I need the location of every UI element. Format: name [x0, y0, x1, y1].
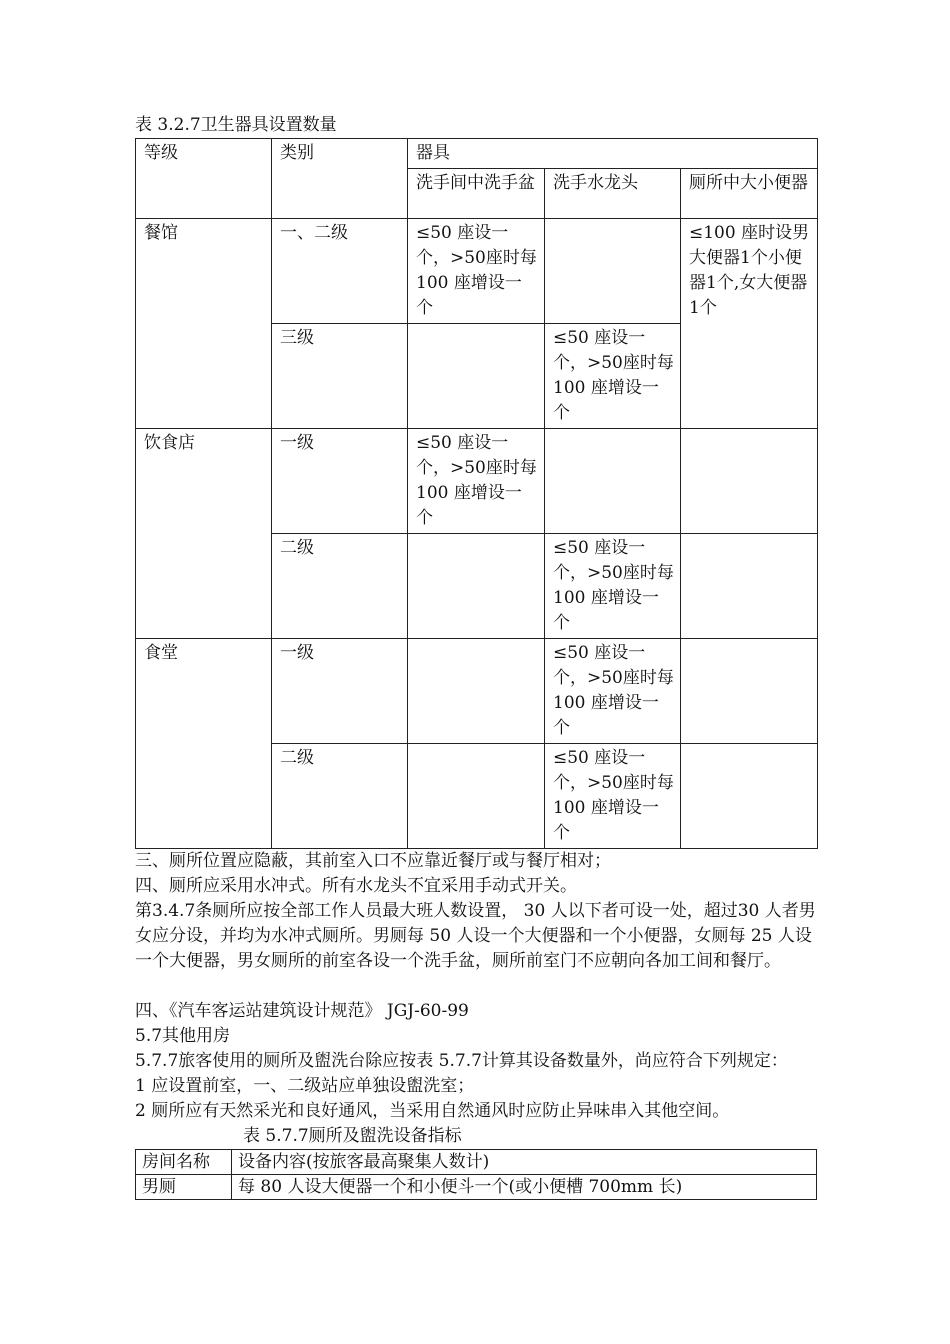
table-cell: ≤50 座设一个，>50座时每 100 座增设一个 [408, 429, 545, 534]
table-cell: 一、二级 [272, 219, 408, 324]
grade-canteen: 食堂 [136, 639, 272, 849]
table-cell: 一级 [272, 639, 408, 744]
toilet-indicator-table [135, 1149, 817, 1200]
table-cell: 三级 [272, 324, 408, 429]
table-cell: 男厕 [136, 1175, 232, 1200]
table2-caption: 表 5.7.7厕所及盥洗设备指标 [243, 1126, 462, 1146]
grade-restaurant: 餐馆 [136, 219, 272, 429]
paragraph: 5.7.7旅客使用的厕所及盥洗台除应按表 5.7.7计算其设备数量外，尚应符合下列规定： [135, 1051, 788, 1071]
paragraph: 5.7其他用房 [135, 1026, 231, 1046]
table-cell [681, 744, 818, 849]
table-cell [408, 744, 545, 849]
table-cell [545, 429, 681, 534]
header-toilet: 厕所中大小便器 [681, 169, 818, 219]
table-cell: 一级 [272, 429, 408, 534]
grade-eatery: 饮食店 [136, 429, 272, 639]
paragraph-block [135, 849, 820, 1124]
table-cell: ≤50 座设一个，>50座时每 100 座增设一个 [545, 639, 681, 744]
header-content: 设备内容(按旅客最高聚集人数计) [232, 1150, 817, 1175]
table-cell: ≤50 座设一个，>50座时每 100 座增设一个 [545, 324, 681, 429]
paragraph: 四、《汽车客运站建筑设计规范》 JGJ-60-99 [135, 1001, 469, 1021]
paragraph: 第3.4.7条厕所应按全部工作人员最大班人数设置， 30 人以下者可设一处，超过30 人者男女应分设，并均为水冲式厕所。男厕每 50 人设一个大便器和一个小便器，女厕每 25 人设一个大便器，男女厕所的前室各设一个洗手盆，厕所前室门不应朝向各加工间和餐厅。 [135, 901, 816, 971]
table-cell [545, 219, 681, 324]
paragraph: 三、厕所位置应隐蔽，其前室入口不应靠近餐厅或与餐厅相对； [135, 851, 611, 871]
table-cell [408, 534, 545, 639]
table-cell: ≤50 座设一个，>50座时每 100 座增设一个 [545, 534, 681, 639]
table-cell [681, 534, 818, 639]
header-basin: 洗手间中洗手盆 [408, 169, 545, 219]
document-page [135, 112, 820, 1200]
header-tap: 洗手水龙头 [545, 169, 681, 219]
paragraph: 四、厕所应采用水冲式。所有水龙头不宜采用手动式开关。 [135, 876, 577, 896]
table-cell [408, 324, 545, 429]
table1-caption: 表 3.2.7卫生器具设置数量 [135, 115, 337, 135]
table-cell [681, 639, 818, 744]
header-grade: 等级 [136, 139, 272, 219]
table-cell: 二级 [272, 534, 408, 639]
paragraph: 2 厕所应有天然采光和良好通风，当采用自然通风时应防止异味串入其他空间。 [135, 1101, 730, 1121]
table-cell [408, 639, 545, 744]
table-cell [681, 429, 818, 534]
table-cell: ≤50 座设一个，>50座时每 100 座增设一个 [545, 744, 681, 849]
header-room: 房间名称 [136, 1150, 232, 1175]
fixtures-table [135, 138, 818, 849]
header-fixtures: 器具 [408, 139, 818, 169]
table-cell: 每 80 人设大便器一个和小便斗一个(或小便槽 700mm 长) [232, 1175, 817, 1200]
paragraph: 1 应设置前室，一、二级站应单独设盥洗室； [135, 1076, 475, 1096]
header-category: 类别 [272, 139, 408, 219]
table-cell: 二级 [272, 744, 408, 849]
table-cell: ≤50 座设一个，>50座时每 100 座增设一个 [408, 219, 545, 324]
blank-line [135, 974, 820, 999]
table-cell: ≤100 座时设男大便器1个小便器1个,女大便器1个 [681, 219, 818, 429]
